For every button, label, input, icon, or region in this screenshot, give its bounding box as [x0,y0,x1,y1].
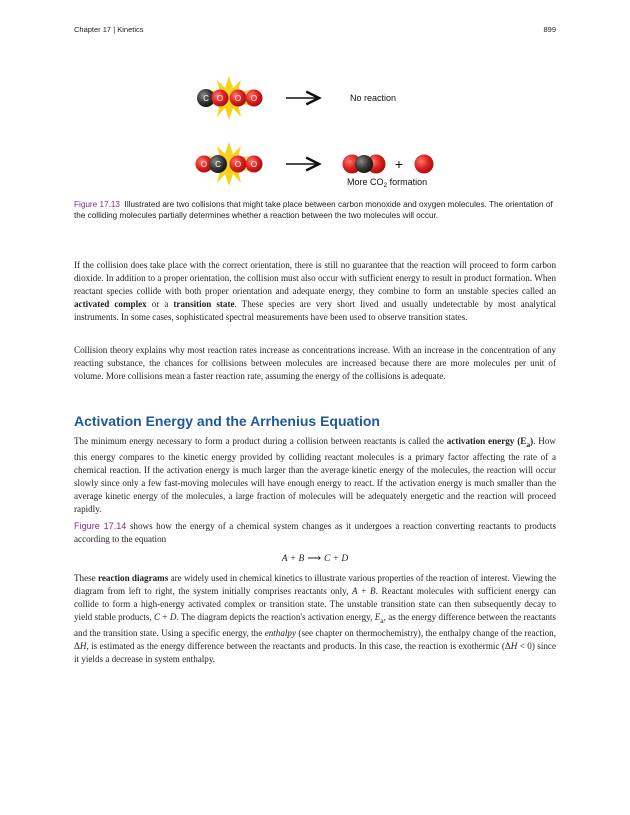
plus-sign: + [394,156,404,172]
atom-letter: O [200,160,208,169]
co2-carbon-atom [355,155,373,173]
reaction-equation: A + B ⟶ C + D [281,554,349,564]
atom-letter: C [215,160,221,169]
paragraph-transition-state: If the collision does take place with the correct orientation, there is still no guarantee that the reaction will proceed to form carbon dioxide. In addition to a proper orientation, the collision must also occur with sufficient energy to result in product formation. When reactant species collide with both proper orientation and adequate energy, they combine to form an unstable species called an activated complex or a transition state. These species are very short lived and usually undetectable by most analytical instruments. In some cases, sophisticated spectral measurements have been used to observe transition states. [74,260,557,322]
figure-label: Figure 17.13 [74,200,120,209]
atom-letter: O [234,94,242,103]
atom-letter: O [216,94,224,103]
running-header-chapter: Chapter 17 | Kinetics [74,25,144,34]
term-reaction-diagrams: reaction diagrams [98,573,169,583]
paragraph-reaction-diagrams: These reaction diagrams are widely used in chemical kinetics to illustrate various properties of the reaction of interest. Viewing the diagram from left to right, the system initially comprises reactants only, A + B. Reactant molecules with sufficient energy can collide to form a high-energy activated complex or transition state. The unstable transition state can then subsequently decay to yield stable products, C + D. The diagram depicts the reaction's activation energy, $E_a$, as the energy difference between the reactants and the transition state. Using a specific energy, the enthalpy (see chapter on thermochemistry), the enthalpy change of the reaction, ΔH, is estimated as the energy difference between the reactants and products. In this case, the reaction is exothermic (ΔH < 0) since it yields a decrease in system enthalpy. [74,573,556,664]
atom-letter: O [250,94,258,103]
paragraph-collision-theory: Collision theory explains why most reaction rates increase as concentrations increase. With an increase in the concentration of any reacting substance, the chances for collisions between molecules are increased because there are more molecules per unit of volume. More collisions mean a faster reaction rate, assuming the energy of the collisions is adequate. [74,345,556,381]
atom-letter: O [234,160,242,169]
paragraph-activation-energy: The minimum energy necessary to form a product during a collision between reactants is called the activation energy $(E_a)$. How this energy compares to the kinetic energy provided by colliding reactant molecules is a primary factor affecting the rate of a chemical reaction. If the activation energy is much larger than the average kinetic energy of the molecules, the reaction will occur slowly since only a few fast-moving molecules will have enough energy to react. If the activation energy is much smaller than the average kinetic energy of the molecules, a large fraction of molecules will be adequately energetic and the reaction will proceed rapidly. [74,436,556,514]
atom-letter: C [203,94,209,103]
paragraph-figure-reference: Figure 17.14 shows how the energy of a chemical system changes as it undergoes a reaction converting reactants to products according to the equation [74,521,556,544]
no-reaction-label: No reaction [350,93,397,103]
figure-17-13 [0,70,630,195]
page-number: 899 [543,25,556,34]
section-heading: Activation Energy and the Arrhenius Equation [74,413,380,429]
collision-illustration [0,70,630,195]
figure-caption [74,200,556,221]
free-oxygen-atom [415,155,434,174]
caption-text: Illustrated are two collisions that might take place between carbon monoxide and oxygen molecules. The orientation of the colliding molecules partially determines whether a reaction between the two molecules will occur. [74,200,553,220]
term-transition-state: transition state [173,299,235,309]
figure-17-14-link[interactable]: Figure 17.14 [74,521,127,531]
co2-formation-label: More $CO_2$ formation [347,177,428,189]
atom-letter: O [250,160,258,169]
term-activated-complex: activated complex [74,299,147,309]
term-activation-energy: activation energy [446,436,515,446]
